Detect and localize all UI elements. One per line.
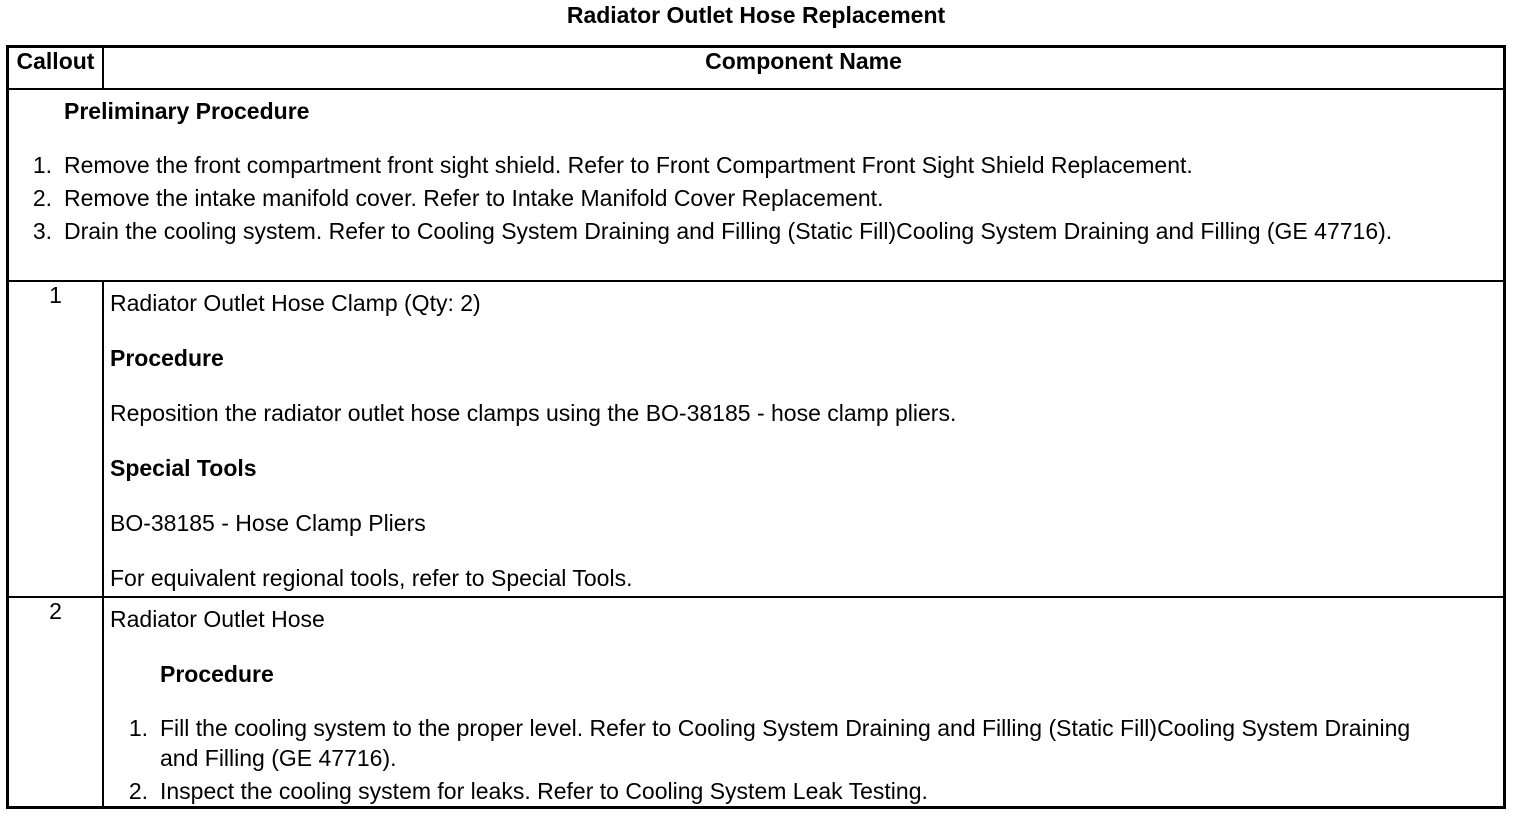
step-number: 3. xyxy=(32,218,52,244)
table-row xyxy=(8,281,1505,597)
callout-cell: 2 xyxy=(8,597,104,808)
component-name-header: Component Name xyxy=(103,47,1505,90)
component-cell xyxy=(103,281,1505,597)
component-cell xyxy=(103,597,1505,808)
procedure-text: Reposition the radiator outlet hose clamps using the BO-38185 - hose clamp pliers. xyxy=(110,400,957,426)
preliminary-cell xyxy=(8,89,1505,281)
procedure-steps xyxy=(104,713,1503,806)
special-tools-heading: Special Tools xyxy=(110,455,257,481)
step-text: Remove the front compartment front sight shield. Refer to Front Compartment Front Sight Shield Replacement. xyxy=(64,152,1193,178)
component-name: Radiator Outlet Hose xyxy=(110,606,325,632)
step-text: Drain the cooling system. Refer to Cooling System Draining and Filling (Static Fill)Cooling System Draining and Filling (GE 47716). xyxy=(64,218,1393,244)
list-item xyxy=(128,713,1433,773)
step-number: 1. xyxy=(128,715,148,741)
step-number: 2. xyxy=(32,185,52,211)
preliminary-heading: Preliminary Procedure xyxy=(64,98,310,124)
list-item xyxy=(32,183,1433,213)
list-item xyxy=(32,150,1433,180)
step-number: 1. xyxy=(32,152,52,178)
component-name: Radiator Outlet Hose Clamp (Qty: 2) xyxy=(110,290,481,316)
list-item xyxy=(32,216,1433,246)
step-text: Inspect the cooling system for leaks. Refer to Cooling System Leak Testing. xyxy=(160,778,928,804)
tools-note: For equivalent regional tools, refer to Special Tools. xyxy=(110,565,633,591)
list-item xyxy=(128,776,1433,806)
step-number: 2. xyxy=(128,778,148,804)
page-title: Radiator Outlet Hose Replacement xyxy=(566,2,946,28)
preliminary-steps xyxy=(9,150,1503,246)
table-header-row xyxy=(8,47,1505,90)
special-tool: BO-38185 - Hose Clamp Pliers xyxy=(110,510,426,536)
step-text: Fill the cooling system to the proper level. Refer to Cooling System Draining and Filling (Static Fill)Cooling System Draining and Filling (GE 47716). xyxy=(160,715,1411,771)
callout-cell: 1 xyxy=(8,281,104,597)
table-row xyxy=(8,597,1505,808)
callout-header: Callout xyxy=(8,47,104,90)
step-text: Remove the intake manifold cover. Refer to Intake Manifold Cover Replacement. xyxy=(64,185,884,211)
procedure-heading: Procedure xyxy=(160,661,274,687)
preliminary-row xyxy=(8,89,1505,281)
procedure-table xyxy=(6,45,1506,809)
procedure-heading: Procedure xyxy=(110,345,224,371)
